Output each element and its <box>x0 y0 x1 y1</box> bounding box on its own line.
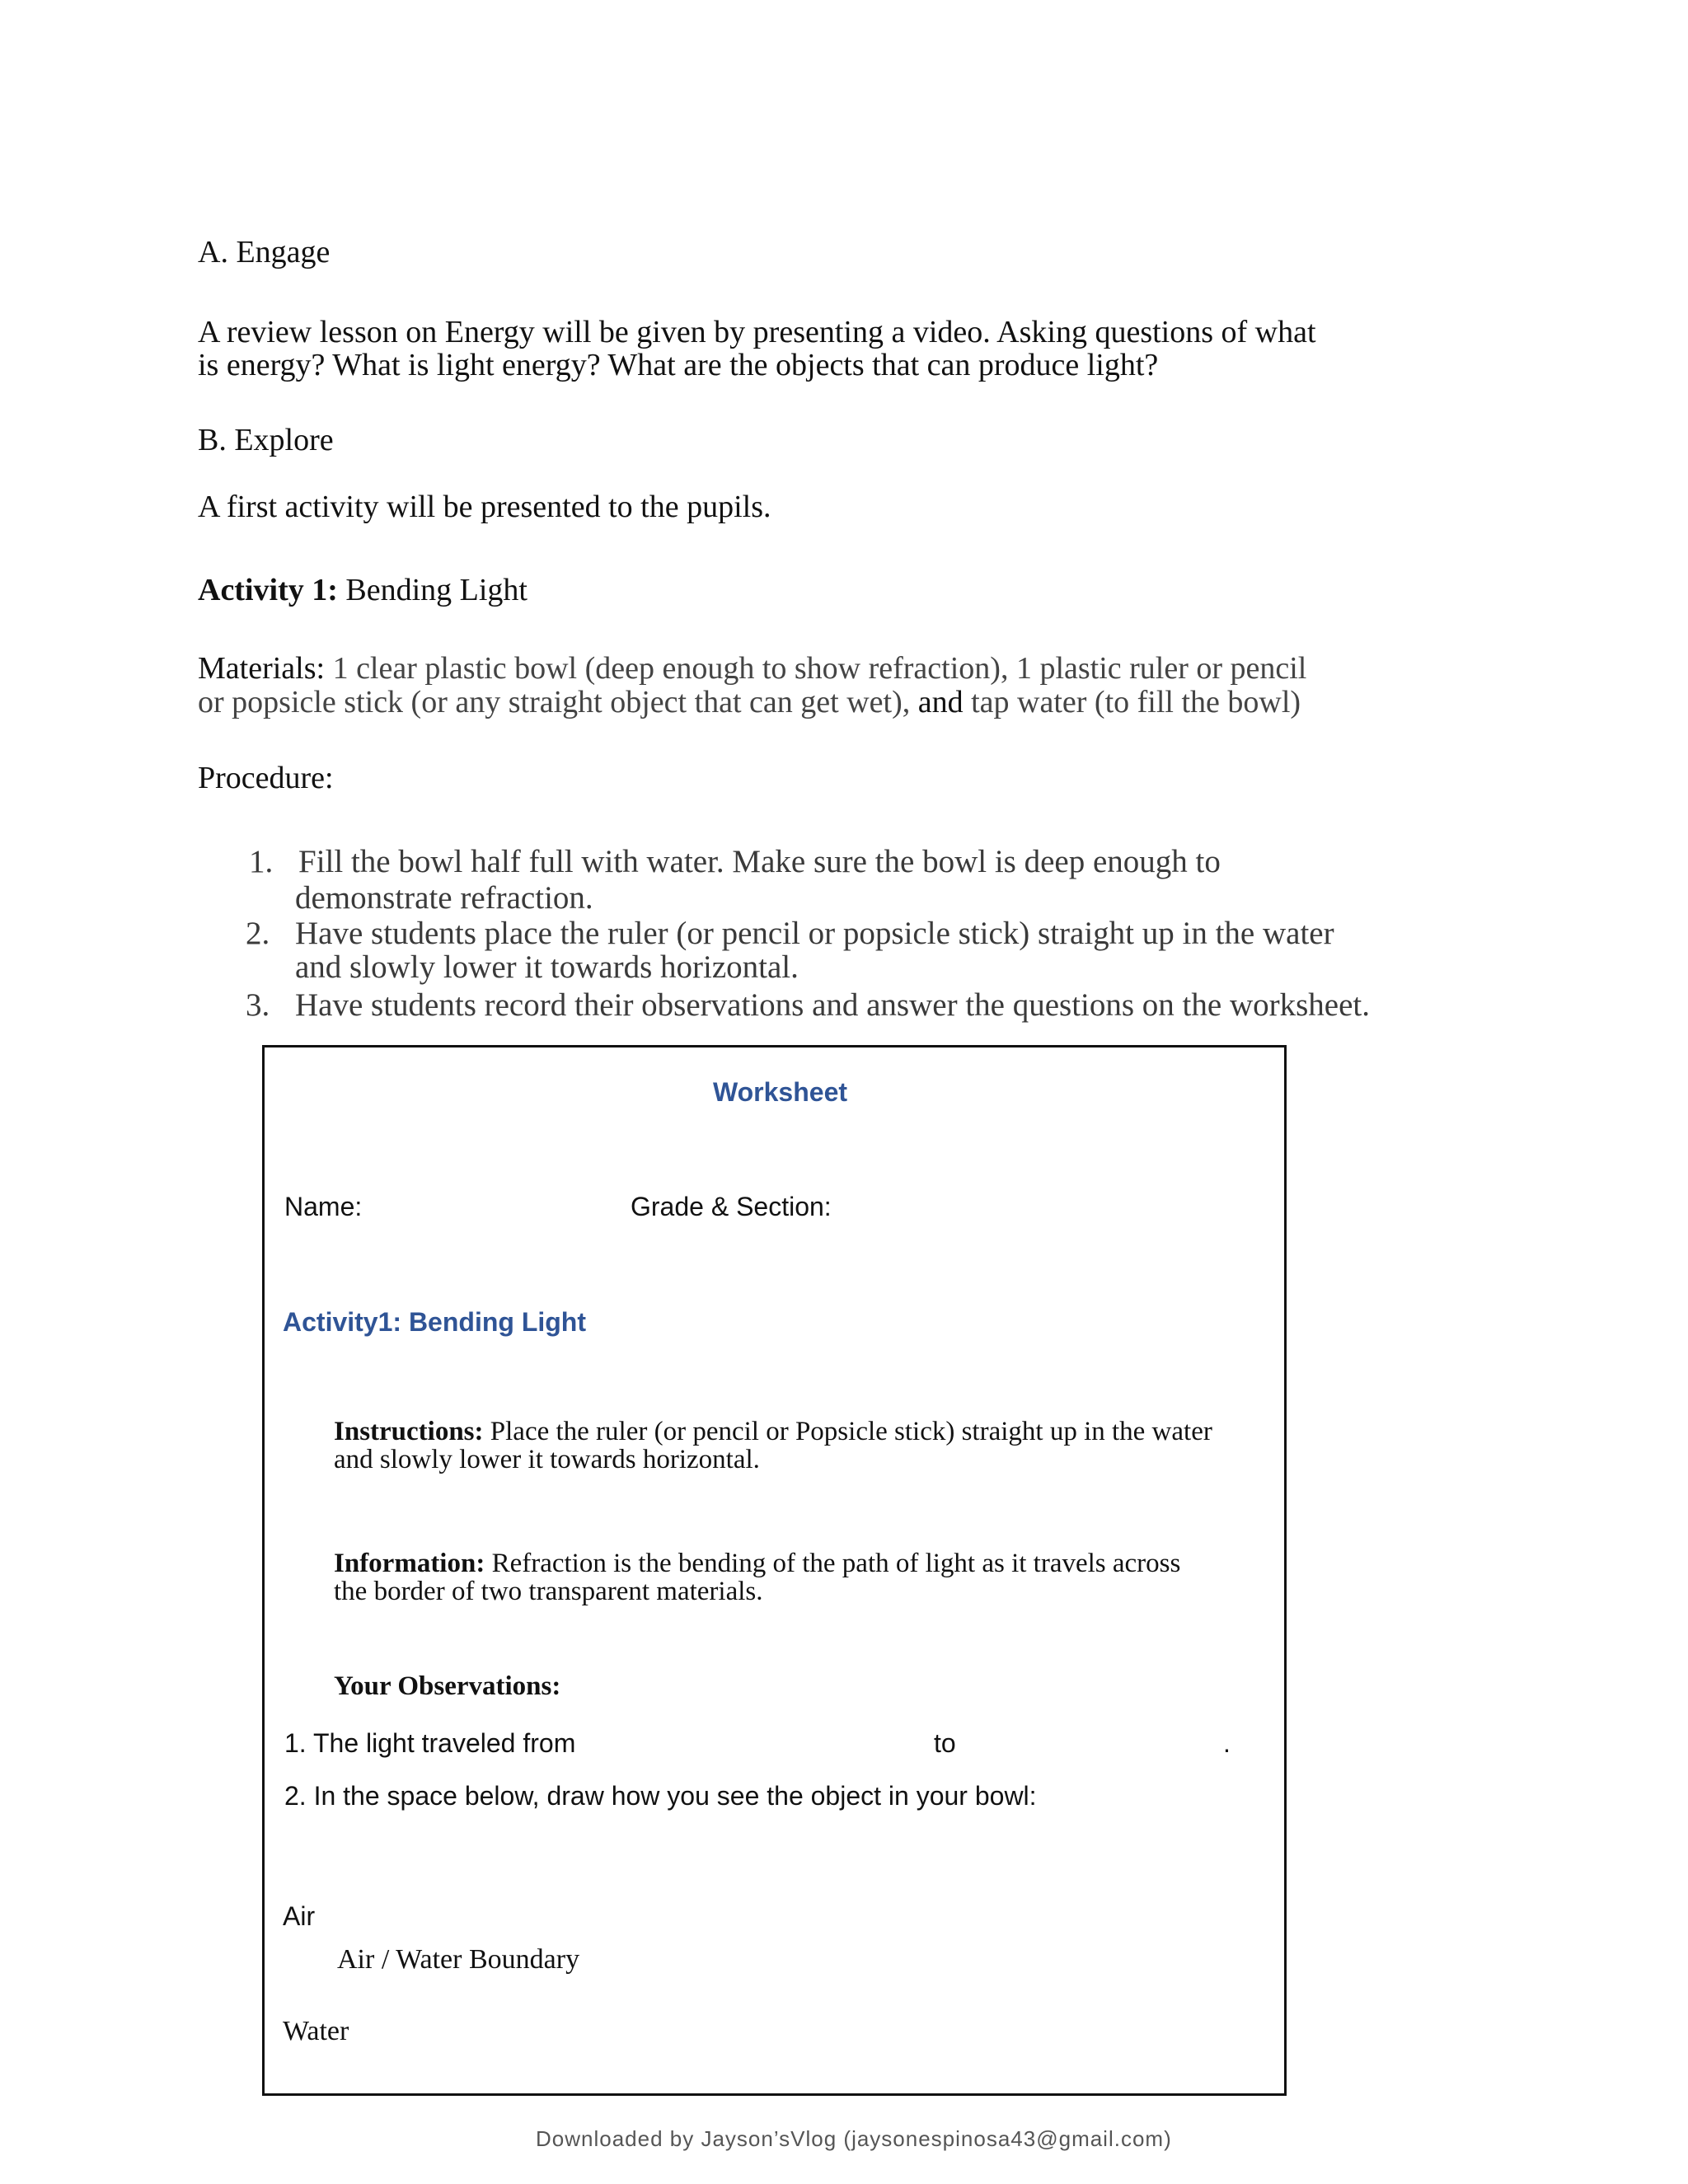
observations-heading: Your Observations: <box>334 1671 561 1701</box>
engage-text-line-1: A review lesson on Energy will be given by presenting a video. Asking questions of what <box>198 315 1316 349</box>
worksheet-title: Worksheet <box>713 1077 848 1107</box>
materials-and: and <box>917 685 964 719</box>
materials-list-part-3: tap water (to fill the bowl) <box>971 685 1301 719</box>
step-text-line-1: Have students place the ruler (or pencil or popsicle stick) straight up in the water <box>295 916 1334 951</box>
step-number: 2. <box>246 916 270 951</box>
materials-line-2 <box>198 685 1301 719</box>
instructions-line-2: and slowly lower it towards horizontal. <box>334 1445 760 1474</box>
explore-heading: B. Explore <box>198 423 334 457</box>
step-text-line-1: Fill the bowl half full with water. Make sure the bowl is deep enough to <box>298 844 1221 879</box>
engage-text-line-2: is energy? What is light energy? What are the objects that can produce light? <box>198 348 1159 382</box>
materials-list-part-1: 1 clear plastic bowl (deep enough to show refraction), 1 plastic ruler or pencil <box>332 651 1307 686</box>
activity-label: Activity 1: <box>198 573 338 607</box>
activity-title <box>198 573 528 607</box>
boundary-label: Air / Water Boundary <box>337 1944 580 1975</box>
procedure-heading: Procedure: <box>198 761 334 795</box>
step-number: 3. <box>246 987 270 1023</box>
information-label: Information: <box>334 1549 485 1578</box>
engage-heading: A. Engage <box>198 235 331 269</box>
download-footer: Downloaded by Jayson’sVlog (jaysonespinosa43@gmail.com) <box>536 2126 1172 2151</box>
instructions-text: Place the ruler (or pencil or Popsicle stick) straight up in the water <box>490 1417 1212 1446</box>
materials-list-part-2: or popsicle stick (or any straight object that can get wet), <box>198 685 911 719</box>
information-line-2: the border of two transparent materials. <box>334 1577 763 1606</box>
step-text-line-2: and slowly lower it towards horizontal. <box>295 949 799 985</box>
explore-text: A first activity will be presented to the pupils. <box>198 490 771 524</box>
question-1-text: 1. The light traveled from <box>284 1728 576 1758</box>
information-line-1 <box>334 1549 1180 1577</box>
question-1-to: to <box>934 1728 956 1758</box>
name-label: Name: <box>284 1192 363 1221</box>
step-text-line-1: Have students record their observations and answer the questions on the worksheet. <box>295 987 1370 1023</box>
step-text-line-2: demonstrate refraction. <box>295 880 593 916</box>
question-1-end: . <box>1223 1728 1231 1758</box>
activity-name: Bending Light <box>345 573 528 607</box>
instructions-label: Instructions: <box>334 1417 484 1446</box>
worksheet-activity-title: Activity1: Bending Light <box>283 1307 586 1337</box>
question-2-text: 2. In the space below, draw how you see the object in your bowl: <box>284 1781 1037 1811</box>
materials-line-1 <box>198 651 1306 686</box>
instructions-line-1 <box>334 1418 1212 1446</box>
step-number: 1. <box>249 844 274 879</box>
materials-label: Materials: <box>198 651 326 686</box>
worksheet-box <box>262 1045 1287 2096</box>
air-label: Air <box>283 1901 316 1931</box>
water-label: Water <box>283 2016 349 2046</box>
grade-section-label: Grade & Section: <box>631 1192 832 1221</box>
information-text: Refraction is the bending of the path of light as it travels across <box>491 1549 1181 1578</box>
